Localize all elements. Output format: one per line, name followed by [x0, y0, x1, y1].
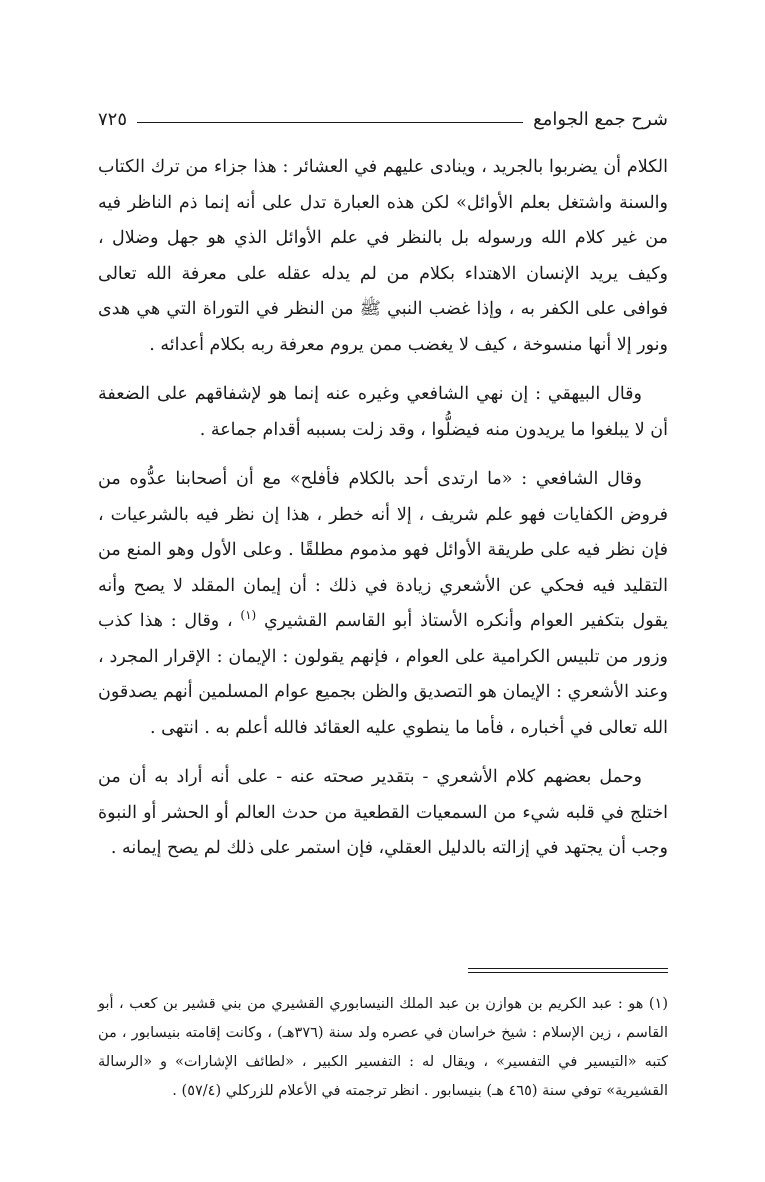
paragraph-1: الكلام أن يضربوا بالجريد ، وينادى عليهم في العشائر : هذا جزاء من ترك الكتاب والسنة واشتغل بعلم الأوائل» لكن هذه العبارة تدل على أنه إنما ذم الناظر فيه من غير كلام الله ورسوله بل بالنظر في علم الأوائل الذي هو جهل وضلال ، وكيف يريد الإنسان الاهتداء بكلام من لم يدله عقله على معرفة الله تعالى فوافى على الكفر به ، وإذا غضب النبي ﷺ من النظر في التوراة التي هي هدى ونور إلا أنها منسوخة ، كيف لا يغضب ممن يروم معرفة ربه بكلام أعدائه . — [98, 157, 668, 355]
footnote-separator — [98, 968, 668, 974]
header-title: شرح جمع الجوامع — [533, 108, 668, 130]
running-header — [98, 104, 668, 134]
main-text — [98, 150, 668, 867]
paragraph-2: وقال البيهقي : إن نهي الشافعي وغيره عنه إنما هو لإشفاقهم على الضعفة أن لا يبلغوا ما يريدون منه فيضلُّوا ، وقد زلت بسببه أقدام جماعة . — [98, 384, 668, 440]
paragraph-3-part-2: ، وقال : هذا كذب وزور من تلبيس الكرامية على العوام ، فإنهم يقولون : الإيمان : الإقرار المجرد ، وعند الأشعري : الإيمان هو التصديق والظن بجميع عوام المسلمين أنهم يصدقون الله تعالى في أخباره ، فأما ما ينطوي عليه العقائد فالله أعلم به . انتهى . — [98, 611, 668, 738]
paragraph-4: وحمل بعضهم كلام الأشعري - بتقدير صحته عنه - على أنه أراد به أن من اختلج في قلبه شيء من السمعيات القطعية من حدث العالم أو الحشر أو النبوة وجب أن يجتهد في إزالته بالدليل العقلي، فإن استمر على ذلك لم يصح إيمانه . — [98, 767, 668, 858]
page-number: ٧٢٥ — [98, 108, 128, 130]
paragraph-3 — [98, 462, 668, 746]
footnote-1: (١) هو : عبد الكريم بن هوازن بن عبد الملك النيسابوري القشيري من بني قشير بن كعب ، أبو القاسم ، زين الإسلام : شيخ خراسان في عصره ولد سنة (٣٧٦هـ) ، وكانت إقامته بنيسابور ، من كتبه «التيسير في التفسير» ، ويقال له : التفسير الكبير ، «لطائف الإشارات» و «الرسالة القشيرية» توفي سنة (٤٦٥ هـ) بنيسابور . انظر ترجمته في الأعلام للزركلي (٥٧/٤) . — [98, 996, 668, 1099]
footnotes — [98, 990, 668, 1106]
footnote-reference[interactable]: (١) — [240, 608, 257, 623]
header-rule — [137, 122, 523, 123]
paragraph-3-part-1: وقال الشافعي : «ما ارتدى أحد بالكلام فأفلح» مع أن أصحابنا عدُّوه من فروض الكفايات فهو علم شريف ، إلا أنه خطر ، هذا إن نظر فيه بالشرعيات ، فإن نظر فيه على طريقة الأوائل فهو مذموم مطلقًا . وعلى الأول وهو المنع من التقليد فيه فحكي عن الأشعري زيادة في ذلك : أن إيمان المقلد لا يصح وأنه يقول بتكفير العوام وأنكره الأستاذ أبو القاسم القشيري — [98, 469, 668, 631]
